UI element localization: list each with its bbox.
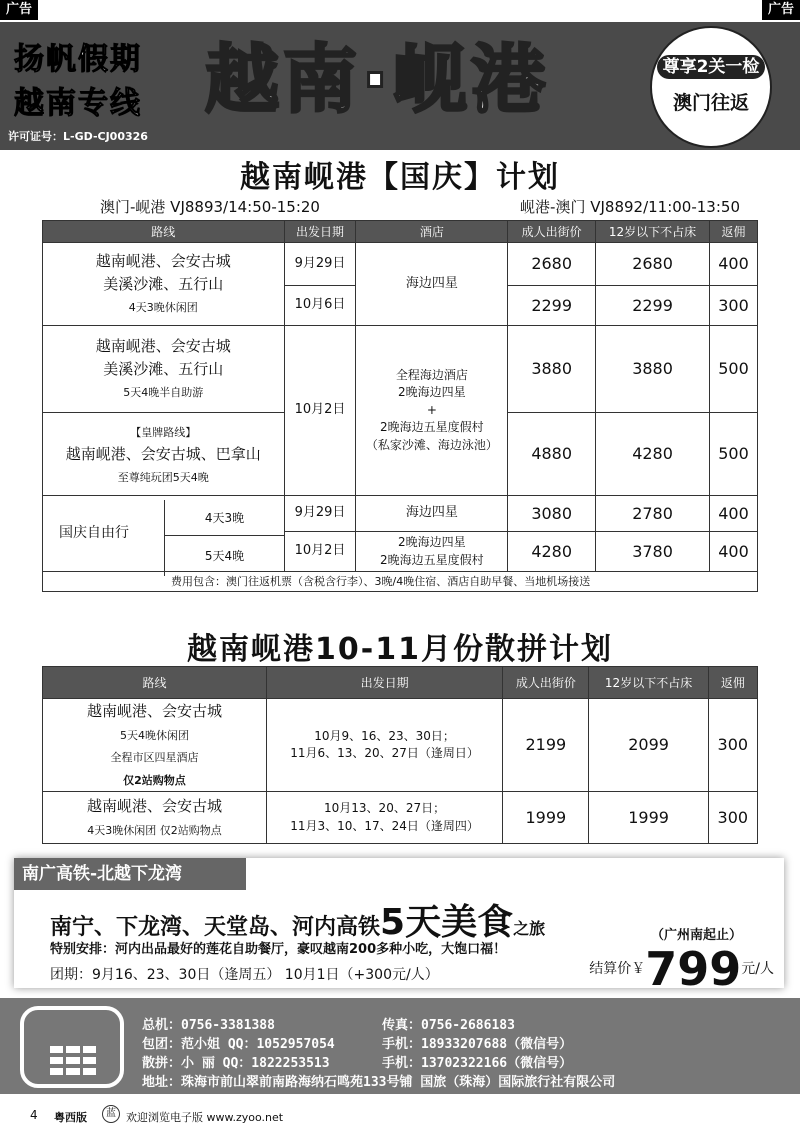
ad-label-right: 广告 — [762, 0, 800, 20]
promo-box — [14, 858, 784, 996]
table-row — [43, 243, 758, 286]
promo-price — [589, 942, 774, 996]
fee-row — [43, 572, 758, 592]
flight-outbound: 澳门-岘港 VJ8893/14:50-15:20 — [100, 198, 320, 216]
route-cell — [43, 413, 285, 496]
adult-price: 2199 — [503, 699, 589, 792]
promo-headline-a: 南宁、下龙湾、天堂岛、河内高铁 — [50, 915, 381, 940]
adult-price: 4880 — [508, 413, 596, 496]
headline: 越南·岘港 — [205, 37, 550, 123]
hotel-cell: 海边四星 — [356, 496, 508, 532]
table-row — [43, 326, 758, 413]
route-note: 4天3晚休闲团 — [128, 301, 198, 315]
promo-tag: 南广高铁-北越下龙湾 — [14, 858, 246, 890]
route-note: 【皇牌路线】 — [130, 426, 197, 440]
publisher-logo-icon: 蓝 — [102, 1105, 120, 1123]
route-cell — [43, 699, 267, 792]
date-line: 11月6、13、20、27日（逢周日） — [290, 746, 479, 760]
col-header: 返佣 — [708, 667, 757, 699]
hotel-cell — [356, 532, 508, 572]
promo-dates: 团期：9月16、23、30日（逢周五） 10月1日（+300元/人） — [50, 967, 439, 983]
route-line: 美溪沙滩、五行山 — [103, 359, 224, 378]
brand-box — [6, 30, 194, 142]
header-banner — [0, 22, 800, 150]
fax-number: 传真：0756-2686183 — [382, 1018, 515, 1033]
flight-info — [100, 196, 740, 217]
route-note: 5天4晚休闲团 — [119, 728, 189, 742]
child-price: 3780 — [596, 532, 710, 572]
contact-row — [142, 1052, 573, 1071]
route-note: 5天4晚半自助游 — [123, 386, 204, 400]
col-header: 12岁以下不占床 — [589, 667, 708, 699]
route-note: 4天3晚休闲团 仅2站购物点 — [87, 823, 222, 837]
group-mobile: 手机：18933207688（微信号） — [382, 1037, 573, 1052]
route-line: 越南岘港、会安古城、巴拿山 — [65, 444, 261, 463]
date-line: 10月13、20、27日； — [324, 801, 446, 816]
promo-headline-b: 5天 — [380, 902, 442, 943]
telephone-icon — [20, 1006, 124, 1088]
free-days-column — [164, 500, 284, 576]
col-header: 12岁以下不占床 — [596, 221, 710, 243]
route-line: 越南岘港、会安古城 — [86, 702, 222, 720]
col-header: 出发日期 — [284, 221, 356, 243]
dates-cell — [266, 699, 502, 792]
brand-line1: 扬帆假期 — [14, 42, 142, 77]
hotel-line: 2晚海边五星度假村 — [380, 420, 484, 435]
route-note: 仅2站购物点 — [123, 773, 186, 787]
date-cell: 9月29日 — [284, 496, 356, 532]
rebate: 400 — [709, 243, 757, 286]
col-header: 路线 — [43, 221, 285, 243]
child-price: 1999 — [589, 792, 708, 844]
rebate: 400 — [709, 532, 757, 572]
section2-title: 越南岘港10-11月份散拼计划 — [187, 632, 613, 667]
col-header: 路线 — [43, 667, 267, 699]
col-header: 酒店 — [356, 221, 508, 243]
section1-title: 越南岘港【国庆】计划 — [240, 160, 560, 195]
route-cell — [43, 326, 285, 413]
col-header: 出发日期 — [266, 667, 502, 699]
date-cell: 10月2日 — [284, 326, 356, 496]
route-line: 越南岘港、会安古城 — [95, 252, 231, 271]
adult-price: 3880 — [508, 326, 596, 413]
col-header: 返佣 — [709, 221, 757, 243]
hotel-line: 2晚海边四星 — [398, 535, 466, 550]
route-line: 越南岘港、会安古城 — [86, 797, 222, 815]
hotel-line: 2晚海边五星度假村 — [380, 552, 484, 567]
table-header-row — [43, 221, 758, 243]
contact-row — [142, 1014, 515, 1033]
edition-label: 粤西版 — [54, 1111, 87, 1124]
adult-price: 3080 — [508, 496, 596, 532]
national-day-table — [42, 220, 758, 592]
date-cell: 10月2日 — [284, 532, 356, 572]
rebate: 400 — [709, 496, 757, 532]
rebate: 500 — [709, 326, 757, 413]
date-cell: 10月6日 — [284, 286, 356, 326]
hotel-line: （私家沙滩、海边泳池） — [365, 437, 498, 452]
price-unit: 元/人 — [741, 961, 774, 977]
price-value: 799 — [645, 942, 742, 996]
promo-start: （广州南起止） — [650, 928, 742, 943]
ad-label-left: 广告 — [0, 0, 38, 20]
adult-price: 2299 — [508, 286, 596, 326]
badge-circle — [650, 26, 772, 148]
free-days: 5天4晚 — [204, 549, 245, 563]
date-line: 11月3、10、17、24日（逢周四） — [290, 818, 479, 833]
child-price: 2780 — [596, 496, 710, 532]
promo-headline-c: 美食 — [441, 902, 514, 943]
free-travel-label: 国庆自由行 — [59, 525, 129, 542]
hotel-line: + — [426, 402, 437, 417]
website-link[interactable]: 欢迎浏览电子版 www.zyoo.net — [126, 1111, 284, 1124]
flight-return: 岘港-澳门 VJ8892/11:00-13:50 — [520, 198, 740, 216]
route-cell — [43, 243, 285, 326]
adult-price: 1999 — [503, 792, 589, 844]
date-cell: 9月29日 — [284, 243, 356, 286]
address: 地址：珠海市前山翠前南路海纳石鸣苑133号铺 国旅（珠海）国际旅行社有限公司 — [142, 1075, 616, 1090]
col-header: 成人出街价 — [503, 667, 589, 699]
table-header-row — [43, 667, 758, 699]
hotel-cell: 海边四星 — [356, 243, 508, 326]
route-line: 越南岘港、会安古城 — [95, 337, 231, 356]
brand-line2: 越南专线 — [14, 86, 142, 121]
badge-line2: 澳门往返 — [672, 92, 749, 114]
rebate: 300 — [708, 792, 757, 844]
table-row — [43, 496, 758, 532]
rebate: 300 — [709, 286, 757, 326]
page-footer — [0, 1102, 800, 1128]
free-days: 4天3晚 — [165, 500, 284, 536]
license-number: 许可证号：L-GD-CJ00326 — [8, 130, 148, 143]
date-line: 10月9、16、23、30日； — [314, 728, 455, 743]
hotel-line: 全程海边酒店 — [395, 368, 468, 383]
rebate: 300 — [708, 699, 757, 792]
contact-footer — [0, 998, 800, 1094]
rebate: 500 — [709, 413, 757, 496]
route-note: 全程市区四星酒店 — [110, 751, 199, 764]
price-label: 结算价￥ — [589, 961, 646, 977]
promo-special: 特别安排：河内出品最好的莲花自助餐厅，豪叹越南200多种小吃，大饱口福！ — [50, 942, 507, 957]
fee-note: 费用包含：澳门往返机票（含税含行李）、3晚/4晚住宿、酒店自助早餐、当地机场接送 — [43, 572, 758, 592]
table-row — [43, 699, 758, 792]
child-price: 2099 — [589, 699, 708, 792]
autumn-table — [42, 666, 758, 844]
dates-cell — [266, 792, 502, 844]
adult-price: 4280 — [508, 532, 596, 572]
hotel-line: 2晚海边四星 — [398, 385, 466, 400]
col-header: 成人出街价 — [508, 221, 596, 243]
hotel-cell — [356, 326, 508, 496]
table-row — [43, 792, 758, 844]
child-price: 2680 — [596, 243, 710, 286]
child-price: 4280 — [596, 413, 710, 496]
adult-price: 2680 — [508, 243, 596, 286]
group-contact: 包团：范小姐 QQ：1052957054 — [142, 1037, 335, 1052]
route-note: 至尊纯玩团5天4晚 — [117, 471, 209, 485]
contact-row — [142, 1033, 573, 1052]
route-cell — [43, 792, 267, 844]
page-number: 4 — [30, 1108, 38, 1122]
hq-phone: 总机：0756-3381388 — [142, 1018, 275, 1033]
route-line: 美溪沙滩、五行山 — [103, 274, 224, 293]
retail-contact: 散拼：小 丽 QQ：1822253513 — [142, 1056, 330, 1071]
promo-headline-d: 之旅 — [513, 919, 546, 938]
child-price: 3880 — [596, 326, 710, 413]
child-price: 2299 — [596, 286, 710, 326]
badge-line1: 尊享2关一检 — [657, 55, 766, 79]
retail-mobile: 手机：13702322166（微信号） — [382, 1056, 573, 1071]
